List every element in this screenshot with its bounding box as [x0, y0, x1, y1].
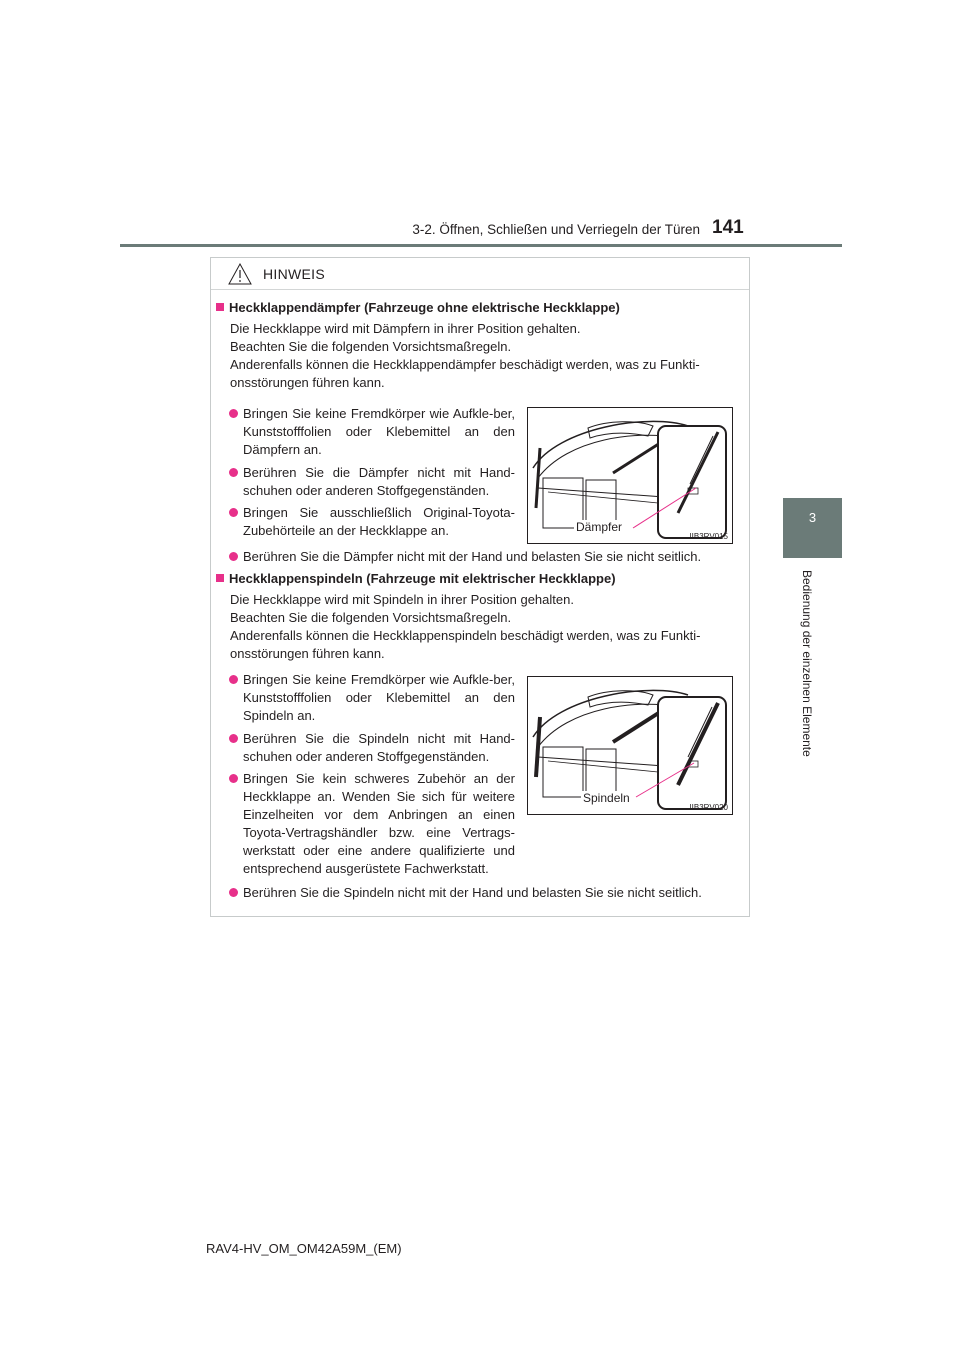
intro-line: Beachten Sie die folgenden Vorsichtsmaßregeln. — [230, 339, 512, 354]
bullet-dot-icon — [229, 468, 238, 477]
square-bullet-icon — [216, 574, 224, 582]
list-item-text: Bringen Sie kein schweres Zubehör an der Heckklappe an. Wenden Sie sich für weitere Einzelheiten vor dem Anbringen an einen Toyota-Vertragshändler bzw. eine Vertrags-werkstatt oder eine andere qualifizierte und entsprechend ausgerüstete Fachwerkstatt. — [243, 771, 515, 876]
damper-illustration — [527, 407, 733, 544]
bullet-dot-icon — [229, 508, 238, 517]
section-intro — [230, 320, 742, 392]
figure-label: Spindeln — [583, 791, 630, 805]
intro-line: Die Heckklappe wird mit Spindeln in ihrer Position gehalten. — [230, 592, 574, 607]
list-item-text: Berühren Sie die Dämpfer nicht mit der Hand und belasten Sie sie nicht seitlich. — [243, 549, 702, 564]
list-item — [243, 884, 743, 902]
chapter-number: 3 — [808, 510, 817, 525]
figure-code: IIB3RV020 — [689, 803, 728, 812]
section-heading-text: Heckklappendämpfer (Fahrzeuge ohne elektrische Heckklappe) — [229, 300, 620, 315]
list-item — [243, 464, 515, 500]
section-title: 3-2. Öffnen, Schließen und Verriegeln der Türen — [412, 222, 700, 237]
page-number: 141 — [712, 217, 744, 238]
list-item — [243, 671, 515, 725]
bullet-dot-icon — [229, 675, 238, 684]
chapter-title: Bedienung der einzelnen Elemente — [800, 570, 814, 757]
bullet-dot-icon — [229, 409, 238, 418]
document-code: RAV4-HV_OM_OM42A59M_(EM) — [206, 1241, 402, 1256]
chapter-tab — [783, 498, 842, 558]
warning-triangle-icon — [228, 263, 252, 285]
spindle-illustration — [527, 676, 733, 815]
section-heading-text: Heckklappenspindeln (Fahrzeuge mit elektrischer Heckklappe) — [229, 571, 616, 586]
tailgate-damper-drawing — [528, 408, 732, 543]
figure-code: IIB3RV015 — [689, 532, 728, 541]
list-item-text: Berühren Sie die Spindeln nicht mit Hand-schuhen oder anderen Stoffgegenständen. — [243, 731, 515, 764]
list-item-text: Bringen Sie keine Fremdkörper wie Aufkle-ber, Kunststofffolien oder Klebemittel an den Spindeln an. — [243, 672, 515, 723]
bullet-dot-icon — [229, 888, 238, 897]
intro-line: Anderenfalls können die Heckklappenspindeln beschädigt werden, was zu Funkti- — [230, 628, 701, 643]
section-heading-dampers — [216, 300, 620, 315]
figure-label: Dämpfer — [576, 520, 623, 534]
square-bullet-icon — [216, 303, 224, 311]
intro-line: Beachten Sie die folgenden Vorsichtsmaßregeln. — [230, 610, 512, 625]
list-item — [243, 504, 515, 540]
header-rule — [120, 244, 842, 247]
bullet-dot-icon — [229, 734, 238, 743]
list-item-text: Bringen Sie ausschließlich Original-Toyota-Zubehörteile an der Heckklappe an. — [243, 505, 515, 538]
list-item-text: Bringen Sie keine Fremdkörper wie Aufkle-ber, Kunststofffolien oder Klebemittel an den Dämpfern an. — [243, 406, 515, 457]
intro-line: Die Heckklappe wird mit Dämpfern in ihrer Position gehalten. — [230, 321, 581, 336]
intro-line: onsstörungen führen kann. — [230, 646, 385, 661]
intro-line: Anderenfalls können die Heckklappendämpfer beschädigt werden, was zu Funkti- — [230, 357, 700, 372]
notice-box — [210, 257, 750, 917]
list-item-text: Berühren Sie die Spindeln nicht mit der Hand und belasten Sie sie nicht seitlich. — [243, 885, 702, 900]
list-item — [243, 405, 515, 459]
bullet-dot-icon — [229, 552, 238, 561]
notice-header — [211, 258, 749, 290]
list-item — [243, 730, 515, 766]
notice-title: HINWEIS — [263, 266, 325, 282]
list-item — [243, 770, 515, 878]
intro-line: onsstörungen führen kann. — [230, 375, 385, 390]
list-item-text: Berühren Sie die Dämpfer nicht mit Hand-schuhen oder anderen Stoffgegenständen. — [243, 465, 515, 498]
section-heading-spindles — [216, 571, 616, 586]
list-item — [243, 548, 743, 566]
section-intro — [230, 591, 742, 663]
bullet-dot-icon — [229, 774, 238, 783]
